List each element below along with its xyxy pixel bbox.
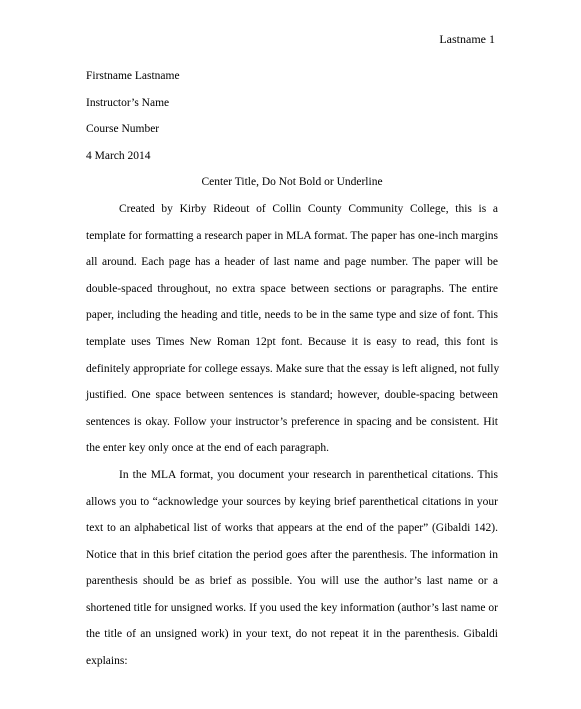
paragraph-line: parenthesis should be as brief as possible. You will use the author’s last name or a <box>86 575 498 588</box>
running-header: Lastname 1 <box>439 32 495 46</box>
paragraph-line: the enter key only once at the end of each paragraph. <box>86 442 329 455</box>
heading-instructor-name: Instructor’s Name <box>86 96 170 109</box>
paragraph-line: Created by Kirby Rideout of Collin County Community College, this is a <box>119 202 498 215</box>
paragraph-line: paper, including the heading and title, needs to be in the same type and size of font. This <box>86 309 498 322</box>
paragraph-line: shortened title for unsigned works. If you used the key information (author’s last name or <box>86 601 498 614</box>
paragraph-line: definitely appropriate for college essays. Make sure that the essay is left aligned, not fully <box>86 362 500 375</box>
paragraph-line: justified. One space between sentences is standard; however, double-spacing between <box>86 389 498 402</box>
document-body <box>86 63 498 675</box>
paragraph-line: allows you to “acknowledge your sources by keying brief parenthetical citations in your <box>86 495 498 508</box>
paragraph-line: text to an alphabetical list of works that appears at the end of the paper” (Gibaldi 142). <box>86 522 498 535</box>
paragraph-line: template for formatting a research paper in MLA format. The paper has one-inch margins <box>86 229 498 242</box>
paragraph-1 <box>86 196 498 462</box>
paragraph-line: Notice that in this brief citation the period goes after the parenthesis. The information in <box>86 548 498 561</box>
paragraph-2 <box>86 462 498 675</box>
heading-course-number: Course Number <box>86 123 160 136</box>
paragraph-line: the title of an unsigned work) in your text, do not repeat it in the parenthesis. Gibaldi <box>86 628 498 641</box>
heading-date: 4 March 2014 <box>86 149 151 162</box>
paragraph-line: template uses Times New Roman 12pt font. Because it is easy to read, this font is <box>86 335 498 348</box>
paper-title: Center Title, Do Not Bold or Underline <box>201 176 383 189</box>
heading-student-name: Firstname Lastname <box>86 70 180 82</box>
paragraph-line: sentences is okay. Follow your instructor’s preference in spacing and be consistent. Hit <box>86 415 498 428</box>
paragraph-line: double-spaced throughout, no extra space between sections or paragraphs. The entire <box>86 282 498 295</box>
paragraph-line: In the MLA format, you document your research in parenthetical citations. This <box>119 468 498 481</box>
paragraph-line: all around. Each page has a header of last name and page number. The paper will be <box>86 256 498 269</box>
paragraph-line: explains: <box>86 655 128 668</box>
